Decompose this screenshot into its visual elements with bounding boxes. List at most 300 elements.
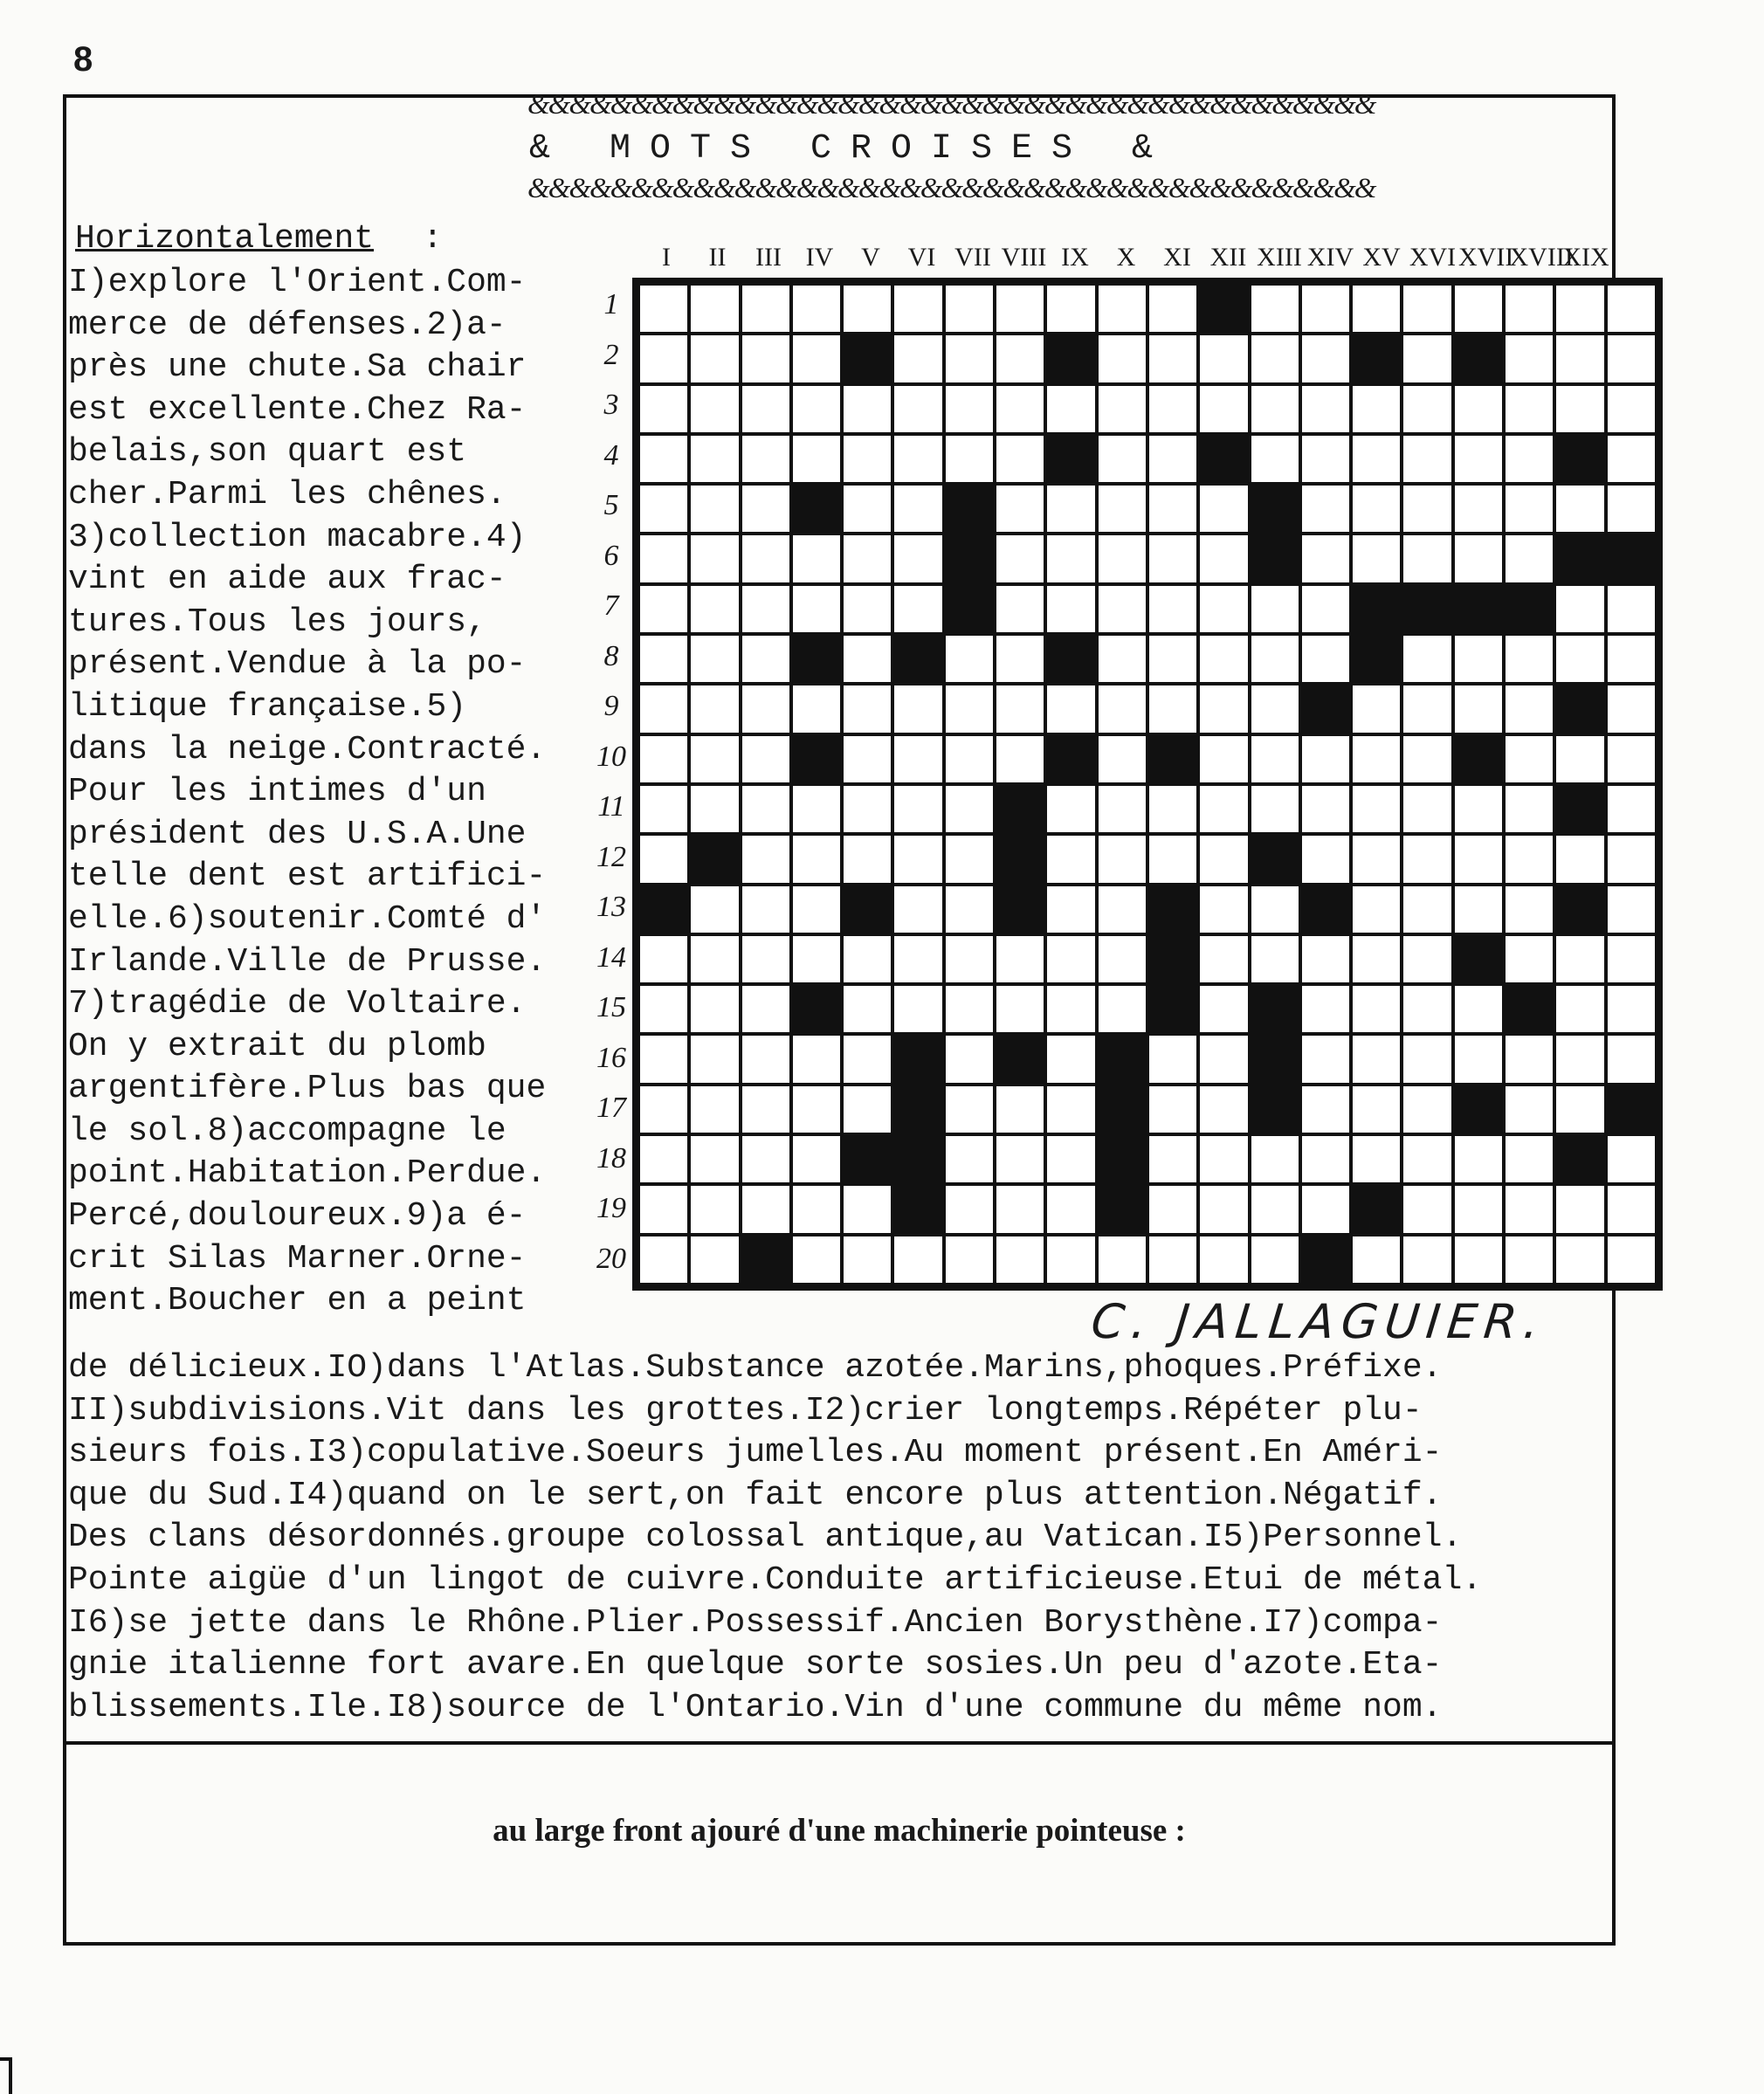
grid-cell[interactable] bbox=[1251, 786, 1299, 832]
grid-cell[interactable] bbox=[1047, 1136, 1094, 1182]
grid-cell[interactable] bbox=[844, 436, 891, 482]
grid-cell[interactable] bbox=[691, 685, 738, 732]
grid-cell[interactable] bbox=[1506, 786, 1553, 832]
grid-cell[interactable] bbox=[1455, 886, 1502, 933]
grid-cell[interactable] bbox=[640, 936, 687, 982]
grid-cell[interactable] bbox=[1251, 386, 1299, 432]
grid-cell[interactable] bbox=[1047, 486, 1094, 532]
grid-cell[interactable] bbox=[1353, 736, 1400, 782]
grid-cell[interactable] bbox=[1099, 636, 1146, 682]
grid-cell[interactable] bbox=[1099, 986, 1146, 1032]
grid-cell[interactable] bbox=[894, 685, 941, 732]
grid-cell[interactable] bbox=[1455, 685, 1502, 732]
grid-cell[interactable] bbox=[1608, 386, 1655, 432]
grid-cell[interactable] bbox=[1403, 786, 1450, 832]
grid-cell[interactable] bbox=[640, 286, 687, 332]
grid-cell[interactable] bbox=[1047, 786, 1094, 832]
grid-cell[interactable] bbox=[1455, 986, 1502, 1032]
grid-cell[interactable] bbox=[1556, 1186, 1603, 1232]
grid-cell[interactable] bbox=[1353, 386, 1400, 432]
grid-cell[interactable] bbox=[1302, 386, 1349, 432]
grid-cell[interactable] bbox=[691, 386, 738, 432]
grid-cell[interactable] bbox=[894, 386, 941, 432]
grid-cell[interactable] bbox=[996, 1186, 1044, 1232]
grid-cell[interactable] bbox=[946, 986, 993, 1032]
grid-cell[interactable] bbox=[1200, 586, 1247, 632]
grid-cell[interactable] bbox=[691, 936, 738, 982]
grid-cell[interactable] bbox=[1200, 386, 1247, 432]
grid-cell[interactable] bbox=[1149, 286, 1196, 332]
grid-cell[interactable] bbox=[1608, 1236, 1655, 1283]
grid-cell[interactable] bbox=[996, 986, 1044, 1032]
grid-cell[interactable] bbox=[1403, 886, 1450, 933]
grid-cell[interactable] bbox=[742, 786, 789, 832]
grid-cell[interactable] bbox=[1149, 1036, 1196, 1082]
grid-cell[interactable] bbox=[640, 786, 687, 832]
grid-cell[interactable] bbox=[793, 936, 840, 982]
grid-cell[interactable] bbox=[640, 986, 687, 1032]
grid-cell[interactable] bbox=[1403, 836, 1450, 882]
grid-cell[interactable] bbox=[844, 736, 891, 782]
grid-cell[interactable] bbox=[1506, 685, 1553, 732]
grid-cell[interactable] bbox=[1200, 1086, 1247, 1133]
grid-cell[interactable] bbox=[1200, 535, 1247, 582]
grid-cell[interactable] bbox=[894, 736, 941, 782]
grid-cell[interactable] bbox=[946, 685, 993, 732]
grid-cell[interactable] bbox=[1353, 1236, 1400, 1283]
grid-cell[interactable] bbox=[894, 986, 941, 1032]
grid-cell[interactable] bbox=[691, 736, 738, 782]
grid-cell[interactable] bbox=[1353, 1136, 1400, 1182]
grid-cell[interactable] bbox=[946, 335, 993, 382]
grid-cell[interactable] bbox=[1403, 1086, 1450, 1133]
grid-cell[interactable] bbox=[1353, 786, 1400, 832]
grid-cell[interactable] bbox=[1047, 886, 1094, 933]
grid-cell[interactable] bbox=[996, 1236, 1044, 1283]
grid-cell[interactable] bbox=[1608, 736, 1655, 782]
grid-cell[interactable] bbox=[1506, 1086, 1553, 1133]
grid-cell[interactable] bbox=[742, 685, 789, 732]
grid-cell[interactable] bbox=[1149, 586, 1196, 632]
grid-cell[interactable] bbox=[1556, 286, 1603, 332]
grid-cell[interactable] bbox=[1200, 886, 1247, 933]
grid-cell[interactable] bbox=[844, 685, 891, 732]
grid-cell[interactable] bbox=[1403, 736, 1450, 782]
grid-cell[interactable] bbox=[1302, 936, 1349, 982]
grid-cell[interactable] bbox=[1149, 436, 1196, 482]
grid-cell[interactable] bbox=[640, 636, 687, 682]
grid-cell[interactable] bbox=[1353, 836, 1400, 882]
grid-cell[interactable] bbox=[1353, 1036, 1400, 1082]
grid-cell[interactable] bbox=[742, 386, 789, 432]
grid-cell[interactable] bbox=[1047, 836, 1094, 882]
grid-cell[interactable] bbox=[1608, 836, 1655, 882]
grid-cell[interactable] bbox=[1506, 386, 1553, 432]
grid-cell[interactable] bbox=[1099, 486, 1146, 532]
grid-cell[interactable] bbox=[1506, 636, 1553, 682]
grid-cell[interactable] bbox=[946, 786, 993, 832]
grid-cell[interactable] bbox=[1608, 786, 1655, 832]
grid-cell[interactable] bbox=[1302, 1036, 1349, 1082]
grid-cell[interactable] bbox=[640, 1236, 687, 1283]
grid-cell[interactable] bbox=[1608, 636, 1655, 682]
grid-cell[interactable] bbox=[1251, 1186, 1299, 1232]
grid-cell[interactable] bbox=[793, 286, 840, 332]
grid-cell[interactable] bbox=[1099, 936, 1146, 982]
grid-cell[interactable] bbox=[1353, 286, 1400, 332]
grid-cell[interactable] bbox=[1403, 1236, 1450, 1283]
grid-cell[interactable] bbox=[1302, 836, 1349, 882]
grid-cell[interactable] bbox=[1403, 386, 1450, 432]
grid-cell[interactable] bbox=[1302, 1186, 1349, 1232]
grid-cell[interactable] bbox=[1251, 685, 1299, 732]
grid-cell[interactable] bbox=[1608, 586, 1655, 632]
grid-cell[interactable] bbox=[640, 335, 687, 382]
grid-cell[interactable] bbox=[640, 736, 687, 782]
grid-cell[interactable] bbox=[742, 1136, 789, 1182]
grid-cell[interactable] bbox=[742, 636, 789, 682]
grid-cell[interactable] bbox=[1302, 335, 1349, 382]
grid-cell[interactable] bbox=[1506, 286, 1553, 332]
grid-cell[interactable] bbox=[844, 1036, 891, 1082]
grid-cell[interactable] bbox=[1455, 535, 1502, 582]
grid-cell[interactable] bbox=[946, 1236, 993, 1283]
grid-cell[interactable] bbox=[1047, 936, 1094, 982]
grid-cell[interactable] bbox=[1200, 685, 1247, 732]
grid-cell[interactable] bbox=[894, 586, 941, 632]
grid-cell[interactable] bbox=[1455, 286, 1502, 332]
grid-cell[interactable] bbox=[844, 386, 891, 432]
grid-cell[interactable] bbox=[742, 836, 789, 882]
grid-cell[interactable] bbox=[1149, 1236, 1196, 1283]
grid-cell[interactable] bbox=[1506, 486, 1553, 532]
grid-cell[interactable] bbox=[742, 1186, 789, 1232]
grid-cell[interactable] bbox=[1302, 436, 1349, 482]
grid-cell[interactable] bbox=[1200, 335, 1247, 382]
grid-cell[interactable] bbox=[691, 886, 738, 933]
grid-cell[interactable] bbox=[1556, 836, 1603, 882]
grid-cell[interactable] bbox=[1149, 1186, 1196, 1232]
grid-cell[interactable] bbox=[793, 836, 840, 882]
grid-cell[interactable] bbox=[1200, 486, 1247, 532]
grid-cell[interactable] bbox=[1506, 1186, 1553, 1232]
grid-cell[interactable] bbox=[996, 535, 1044, 582]
grid-cell[interactable] bbox=[844, 1236, 891, 1283]
grid-cell[interactable] bbox=[1251, 636, 1299, 682]
grid-cell[interactable] bbox=[1608, 486, 1655, 532]
grid-cell[interactable] bbox=[1251, 736, 1299, 782]
grid-cell[interactable] bbox=[1403, 936, 1450, 982]
grid-cell[interactable] bbox=[996, 636, 1044, 682]
grid-cell[interactable] bbox=[742, 486, 789, 532]
grid-cell[interactable] bbox=[1302, 1136, 1349, 1182]
grid-cell[interactable] bbox=[1353, 986, 1400, 1032]
grid-cell[interactable] bbox=[894, 486, 941, 532]
grid-cell[interactable] bbox=[691, 1236, 738, 1283]
grid-cell[interactable] bbox=[894, 786, 941, 832]
grid-cell[interactable] bbox=[691, 436, 738, 482]
grid-cell[interactable] bbox=[1302, 535, 1349, 582]
grid-cell[interactable] bbox=[946, 936, 993, 982]
grid-cell[interactable] bbox=[1608, 685, 1655, 732]
grid-cell[interactable] bbox=[996, 1086, 1044, 1133]
grid-cell[interactable] bbox=[742, 1086, 789, 1133]
grid-cell[interactable] bbox=[1200, 986, 1247, 1032]
grid-cell[interactable] bbox=[691, 986, 738, 1032]
grid-cell[interactable] bbox=[894, 335, 941, 382]
grid-cell[interactable] bbox=[1608, 886, 1655, 933]
grid-cell[interactable] bbox=[1506, 736, 1553, 782]
grid-cell[interactable] bbox=[1556, 986, 1603, 1032]
grid-cell[interactable] bbox=[1251, 1136, 1299, 1182]
grid-cell[interactable] bbox=[1608, 936, 1655, 982]
grid-cell[interactable] bbox=[1506, 886, 1553, 933]
grid-cell[interactable] bbox=[1251, 886, 1299, 933]
grid-cell[interactable] bbox=[894, 436, 941, 482]
grid-cell[interactable] bbox=[1047, 1236, 1094, 1283]
grid-cell[interactable] bbox=[1556, 1086, 1603, 1133]
grid-cell[interactable] bbox=[1200, 636, 1247, 682]
grid-cell[interactable] bbox=[691, 786, 738, 832]
grid-cell[interactable] bbox=[793, 436, 840, 482]
grid-cell[interactable] bbox=[1353, 1086, 1400, 1133]
grid-cell[interactable] bbox=[844, 786, 891, 832]
grid-cell[interactable] bbox=[844, 986, 891, 1032]
grid-cell[interactable] bbox=[1302, 636, 1349, 682]
grid-cell[interactable] bbox=[691, 335, 738, 382]
grid-cell[interactable] bbox=[1149, 836, 1196, 882]
grid-cell[interactable] bbox=[1099, 786, 1146, 832]
grid-cell[interactable] bbox=[996, 486, 1044, 532]
grid-cell[interactable] bbox=[640, 1086, 687, 1133]
grid-cell[interactable] bbox=[1455, 836, 1502, 882]
grid-cell[interactable] bbox=[1608, 986, 1655, 1032]
grid-cell[interactable] bbox=[691, 636, 738, 682]
grid-cell[interactable] bbox=[691, 1086, 738, 1133]
grid-cell[interactable] bbox=[640, 436, 687, 482]
grid-cell[interactable] bbox=[1353, 436, 1400, 482]
grid-cell[interactable] bbox=[1506, 836, 1553, 882]
grid-cell[interactable] bbox=[640, 836, 687, 882]
grid-cell[interactable] bbox=[1353, 486, 1400, 532]
grid-cell[interactable] bbox=[996, 736, 1044, 782]
grid-cell[interactable] bbox=[691, 286, 738, 332]
grid-cell[interactable] bbox=[742, 286, 789, 332]
grid-cell[interactable] bbox=[1608, 436, 1655, 482]
grid-cell[interactable] bbox=[1556, 586, 1603, 632]
grid-cell[interactable] bbox=[894, 535, 941, 582]
grid-cell[interactable] bbox=[946, 286, 993, 332]
grid-cell[interactable] bbox=[793, 535, 840, 582]
grid-cell[interactable] bbox=[742, 1036, 789, 1082]
grid-cell[interactable] bbox=[1556, 736, 1603, 782]
grid-cell[interactable] bbox=[742, 535, 789, 582]
grid-cell[interactable] bbox=[1200, 1186, 1247, 1232]
grid-cell[interactable] bbox=[1251, 586, 1299, 632]
grid-cell[interactable] bbox=[1608, 1036, 1655, 1082]
grid-cell[interactable] bbox=[1608, 1136, 1655, 1182]
grid-cell[interactable] bbox=[1047, 535, 1094, 582]
grid-cell[interactable] bbox=[691, 535, 738, 582]
grid-cell[interactable] bbox=[1302, 736, 1349, 782]
grid-cell[interactable] bbox=[1251, 335, 1299, 382]
grid-cell[interactable] bbox=[1149, 535, 1196, 582]
grid-cell[interactable] bbox=[1302, 986, 1349, 1032]
grid-cell[interactable] bbox=[1047, 685, 1094, 732]
grid-cell[interactable] bbox=[1455, 436, 1502, 482]
grid-cell[interactable] bbox=[1455, 636, 1502, 682]
grid-cell[interactable] bbox=[1403, 1036, 1450, 1082]
grid-cell[interactable] bbox=[1251, 1236, 1299, 1283]
grid-cell[interactable] bbox=[1200, 1236, 1247, 1283]
grid-cell[interactable] bbox=[1556, 386, 1603, 432]
grid-cell[interactable] bbox=[1251, 936, 1299, 982]
grid-cell[interactable] bbox=[1099, 535, 1146, 582]
grid-cell[interactable] bbox=[894, 936, 941, 982]
grid-cell[interactable] bbox=[691, 586, 738, 632]
grid-cell[interactable] bbox=[1556, 1036, 1603, 1082]
grid-cell[interactable] bbox=[691, 1136, 738, 1182]
grid-cell[interactable] bbox=[1149, 486, 1196, 532]
grid-cell[interactable] bbox=[1403, 1136, 1450, 1182]
grid-cell[interactable] bbox=[844, 1186, 891, 1232]
grid-cell[interactable] bbox=[1099, 1236, 1146, 1283]
grid-cell[interactable] bbox=[1556, 486, 1603, 532]
grid-cell[interactable] bbox=[1251, 286, 1299, 332]
grid-cell[interactable] bbox=[1149, 386, 1196, 432]
grid-cell[interactable] bbox=[1099, 685, 1146, 732]
grid-cell[interactable] bbox=[946, 636, 993, 682]
grid-cell[interactable] bbox=[1455, 1186, 1502, 1232]
grid-cell[interactable] bbox=[1302, 286, 1349, 332]
grid-cell[interactable] bbox=[1047, 1086, 1094, 1133]
grid-cell[interactable] bbox=[1047, 1036, 1094, 1082]
grid-cell[interactable] bbox=[742, 586, 789, 632]
grid-cell[interactable] bbox=[1556, 636, 1603, 682]
grid-cell[interactable] bbox=[1353, 685, 1400, 732]
grid-cell[interactable] bbox=[793, 786, 840, 832]
grid-cell[interactable] bbox=[793, 1186, 840, 1232]
grid-cell[interactable] bbox=[844, 936, 891, 982]
grid-cell[interactable] bbox=[1403, 486, 1450, 532]
grid-cell[interactable] bbox=[844, 1086, 891, 1133]
grid-cell[interactable] bbox=[1149, 1136, 1196, 1182]
grid-cell[interactable] bbox=[894, 286, 941, 332]
grid-cell[interactable] bbox=[946, 386, 993, 432]
grid-cell[interactable] bbox=[1200, 1136, 1247, 1182]
grid-cell[interactable] bbox=[742, 936, 789, 982]
grid-cell[interactable] bbox=[1455, 1136, 1502, 1182]
grid-cell[interactable] bbox=[946, 886, 993, 933]
grid-cell[interactable] bbox=[1608, 286, 1655, 332]
grid-cell[interactable] bbox=[1149, 685, 1196, 732]
grid-cell[interactable] bbox=[1556, 1236, 1603, 1283]
grid-cell[interactable] bbox=[793, 1236, 840, 1283]
grid-cell[interactable] bbox=[1506, 335, 1553, 382]
grid-cell[interactable] bbox=[844, 535, 891, 582]
grid-cell[interactable] bbox=[1047, 386, 1094, 432]
grid-cell[interactable] bbox=[1403, 436, 1450, 482]
grid-cell[interactable] bbox=[844, 586, 891, 632]
grid-cell[interactable] bbox=[640, 386, 687, 432]
grid-cell[interactable] bbox=[793, 586, 840, 632]
grid-cell[interactable] bbox=[640, 1036, 687, 1082]
grid-cell[interactable] bbox=[1403, 286, 1450, 332]
grid-cell[interactable] bbox=[946, 1136, 993, 1182]
grid-cell[interactable] bbox=[996, 335, 1044, 382]
grid-cell[interactable] bbox=[1302, 786, 1349, 832]
grid-cell[interactable] bbox=[1099, 436, 1146, 482]
grid-cell[interactable] bbox=[894, 886, 941, 933]
grid-cell[interactable] bbox=[1200, 836, 1247, 882]
grid-cell[interactable] bbox=[1353, 535, 1400, 582]
grid-cell[interactable] bbox=[1403, 685, 1450, 732]
grid-cell[interactable] bbox=[1149, 1086, 1196, 1133]
grid-cell[interactable] bbox=[793, 386, 840, 432]
grid-cell[interactable] bbox=[1047, 1186, 1094, 1232]
grid-cell[interactable] bbox=[1099, 335, 1146, 382]
grid-cell[interactable] bbox=[946, 1086, 993, 1133]
grid-cell[interactable] bbox=[946, 1036, 993, 1082]
grid-cell[interactable] bbox=[742, 436, 789, 482]
grid-cell[interactable] bbox=[1047, 986, 1094, 1032]
grid-cell[interactable] bbox=[691, 486, 738, 532]
grid-cell[interactable] bbox=[742, 986, 789, 1032]
grid-cell[interactable] bbox=[742, 335, 789, 382]
grid-cell[interactable] bbox=[844, 836, 891, 882]
grid-cell[interactable] bbox=[1149, 636, 1196, 682]
grid-cell[interactable] bbox=[793, 685, 840, 732]
grid-cell[interactable] bbox=[742, 736, 789, 782]
grid-cell[interactable] bbox=[1302, 486, 1349, 532]
grid-cell[interactable] bbox=[1200, 786, 1247, 832]
grid-cell[interactable] bbox=[1403, 535, 1450, 582]
grid-cell[interactable] bbox=[996, 436, 1044, 482]
grid-cell[interactable] bbox=[1455, 386, 1502, 432]
grid-cell[interactable] bbox=[1353, 936, 1400, 982]
grid-cell[interactable] bbox=[1099, 886, 1146, 933]
grid-cell[interactable] bbox=[946, 1186, 993, 1232]
grid-cell[interactable] bbox=[1099, 286, 1146, 332]
grid-cell[interactable] bbox=[996, 685, 1044, 732]
grid-cell[interactable] bbox=[946, 836, 993, 882]
grid-cell[interactable] bbox=[793, 1086, 840, 1133]
grid-cell[interactable] bbox=[1403, 986, 1450, 1032]
grid-cell[interactable] bbox=[1403, 1186, 1450, 1232]
grid-cell[interactable] bbox=[1455, 1236, 1502, 1283]
grid-cell[interactable] bbox=[1099, 736, 1146, 782]
grid-cell[interactable] bbox=[946, 736, 993, 782]
grid-cell[interactable] bbox=[996, 1136, 1044, 1182]
grid-cell[interactable] bbox=[1455, 1036, 1502, 1082]
grid-cell[interactable] bbox=[640, 1136, 687, 1182]
grid-cell[interactable] bbox=[1149, 786, 1196, 832]
grid-cell[interactable] bbox=[640, 586, 687, 632]
grid-cell[interactable] bbox=[1149, 335, 1196, 382]
grid-cell[interactable] bbox=[1403, 335, 1450, 382]
grid-cell[interactable] bbox=[1403, 636, 1450, 682]
grid-cell[interactable] bbox=[640, 685, 687, 732]
grid-cell[interactable] bbox=[1200, 736, 1247, 782]
grid-cell[interactable] bbox=[1251, 436, 1299, 482]
grid-cell[interactable] bbox=[640, 486, 687, 532]
grid-cell[interactable] bbox=[1099, 836, 1146, 882]
grid-cell[interactable] bbox=[996, 386, 1044, 432]
grid-cell[interactable] bbox=[1047, 286, 1094, 332]
grid-cell[interactable] bbox=[691, 1036, 738, 1082]
grid-cell[interactable] bbox=[1455, 786, 1502, 832]
grid-cell[interactable] bbox=[844, 486, 891, 532]
